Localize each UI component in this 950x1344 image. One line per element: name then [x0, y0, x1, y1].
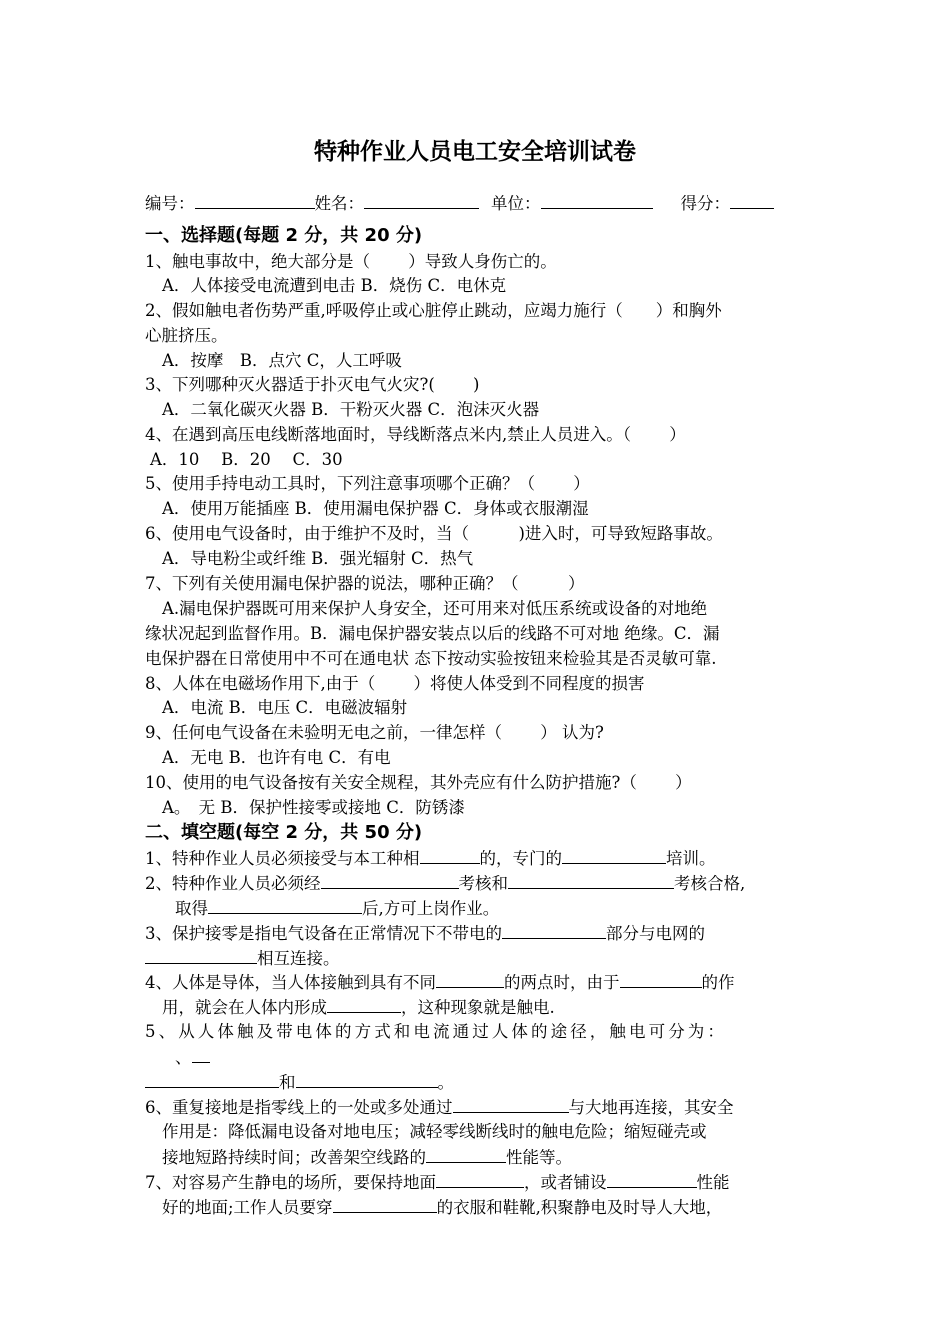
score-label: 得分：	[680, 194, 730, 213]
fill-line: 5、从人体触及带电体的方式和电流通过人体的途径，触电可分为：	[145, 1022, 727, 1041]
choice-line: A。 无 B．保护性接零或接地 C．防锈漆	[162, 798, 465, 817]
answer-blank[interactable]	[562, 846, 666, 864]
choice-line: 4、在遇到高压电线断落地面时，导线断落点米内,禁止人员进入。（ ）	[145, 425, 686, 444]
choice-line: 缘状况起到监督作用。B．漏电保护器安装点以后的线路不可对地 绝缘。C．漏	[145, 624, 720, 643]
answer-blank[interactable]	[420, 846, 480, 864]
answer-blank[interactable]	[296, 1070, 438, 1088]
choice-line: 2、假如触电者伤势严重,呼吸停止或心脏停止跳动，应竭力施行（ ）和胸外	[145, 301, 722, 320]
name-label: 姓名：	[314, 194, 364, 213]
fill-line: 用，就会在人体内形成 ，这种现象就是触电.	[162, 995, 555, 1020]
fill-line: 相互连接。	[145, 946, 340, 971]
choice-line: 8、人体在电磁场作用下,由于（ ）将使人体受到不同程度的损害	[145, 674, 645, 693]
fill-line: 好的地面;工作人员要穿 的衣服和鞋靴,积聚静电及时导人大地，	[162, 1195, 722, 1220]
answer-blank[interactable]	[145, 946, 257, 964]
answer-blank[interactable]	[436, 1170, 524, 1188]
answer-blank[interactable]	[192, 1045, 210, 1063]
answer-blank[interactable]	[333, 1195, 437, 1213]
page-title: 特种作业人员电工安全培训试卷	[314, 139, 636, 165]
answer-blank[interactable]	[436, 970, 504, 988]
choice-line: 心脏挤压。	[145, 326, 228, 345]
fill-line: 3、保护接零是指电气设备在正常情况下不带电的 部分与电网的	[145, 921, 705, 946]
choice-line: A．电流 B．电压 C．电磁波辐射	[162, 698, 408, 717]
fill-line: 取得 后,方可上岗作业。	[175, 896, 499, 921]
answer-blank[interactable]	[321, 871, 459, 889]
answer-blank[interactable]	[145, 1070, 279, 1088]
choice-line: 9、任何电气设备在未验明无电之前，一律怎样（ ） 认为?	[145, 723, 604, 742]
choice-line: 电保护器在日常使用中不可在通电状 态下按动实验按钮来检验其是否灵敏可靠.	[145, 649, 717, 668]
answer-blank[interactable]	[426, 1145, 506, 1163]
unit-label: 单位：	[491, 194, 541, 213]
fill-line: 和 。	[145, 1070, 454, 1095]
choice-line: 7、下列有关使用漏电保护器的说法，哪种正确？（ ）	[145, 574, 585, 593]
answer-blank[interactable]	[620, 970, 702, 988]
choice-line: A．二氧化碳灭火器 B．干粉灭火器 C．泡沫灭火器	[162, 400, 540, 419]
choice-line: 3、下列哪种灭火器适于扑灭电气火灾?( )	[145, 375, 480, 394]
choice-line: 5、使用手持电动工具时，下列注意事项哪个正确？（ ）	[145, 474, 590, 493]
choice-line: A．无电 B．也许有电 C．有电	[162, 748, 391, 767]
fill-line: 接地短路持续时间；改善架空线路的 性能等。	[162, 1145, 572, 1170]
header-info-row	[145, 190, 805, 214]
answer-blank[interactable]	[508, 871, 674, 889]
choice-line: A.漏电保护器既可用来保护人身安全，还可用来对低压系统或设备的对地绝	[162, 599, 708, 618]
choice-line: 10、使用的电气设备按有关安全规程，其外壳应有什么防护措施?（ ）	[145, 773, 692, 792]
choice-line: A．按摩 B．点穴 C，人工呼吸	[162, 351, 402, 370]
choice-line: 6、使用电气设备时，由于维护不及时，当（ )进入时，可导致短路事故。	[145, 524, 723, 543]
fill-line: 1、特种作业人员必须接受与本工种相 的，专门的 培训。	[145, 846, 716, 871]
choice-line: 1、触电事故中，绝大部分是（ ）导致人身伤亡的。	[145, 252, 557, 271]
fill-line: 4、人体是导体，当人体接触到具有不同 的两点时，由于 的作	[145, 970, 735, 995]
name-blank[interactable]	[364, 191, 479, 209]
number-label: 编号：	[145, 194, 195, 213]
answer-blank[interactable]	[327, 995, 401, 1013]
choice-line: A．10 B．20 C．30	[150, 450, 343, 469]
fill-line: 2、特种作业人员必须经 考核和 考核合格,	[145, 871, 745, 896]
section-heading-choice: 一、选择题(每题 2 分，共 20 分)	[145, 225, 423, 246]
choice-line: A．导电粉尘或纤维 B．强光辐射 C．热气	[162, 549, 474, 568]
choice-line: A．人体接受电流遭到电击 B．烧伤 C．电休克	[162, 276, 507, 295]
fill-line: 6、重复接地是指零线上的一处或多处通过 与大地再连接，其安全	[145, 1095, 734, 1120]
answer-blank[interactable]	[208, 896, 362, 914]
fill-line: 、	[175, 1045, 210, 1070]
choice-line: A．使用万能插座 B．使用漏电保护器 C．身体或衣服潮湿	[162, 499, 589, 518]
answer-blank[interactable]	[607, 1170, 697, 1188]
score-blank[interactable]	[730, 191, 774, 209]
fill-line: 7、对容易产生静电的场所，要保持地面 ，或者铺设 性能	[145, 1170, 730, 1195]
answer-blank[interactable]	[453, 1095, 569, 1113]
number-blank[interactable]	[195, 191, 315, 209]
fill-line: 作用是：降低漏电设备对地电压；减轻零线断线时的触电危险；缩短碰壳或	[162, 1122, 707, 1141]
section-heading-fill: 二、填空题(每空 2 分，共 50 分)	[145, 822, 423, 843]
answer-blank[interactable]	[502, 921, 606, 939]
unit-blank[interactable]	[541, 191, 653, 209]
